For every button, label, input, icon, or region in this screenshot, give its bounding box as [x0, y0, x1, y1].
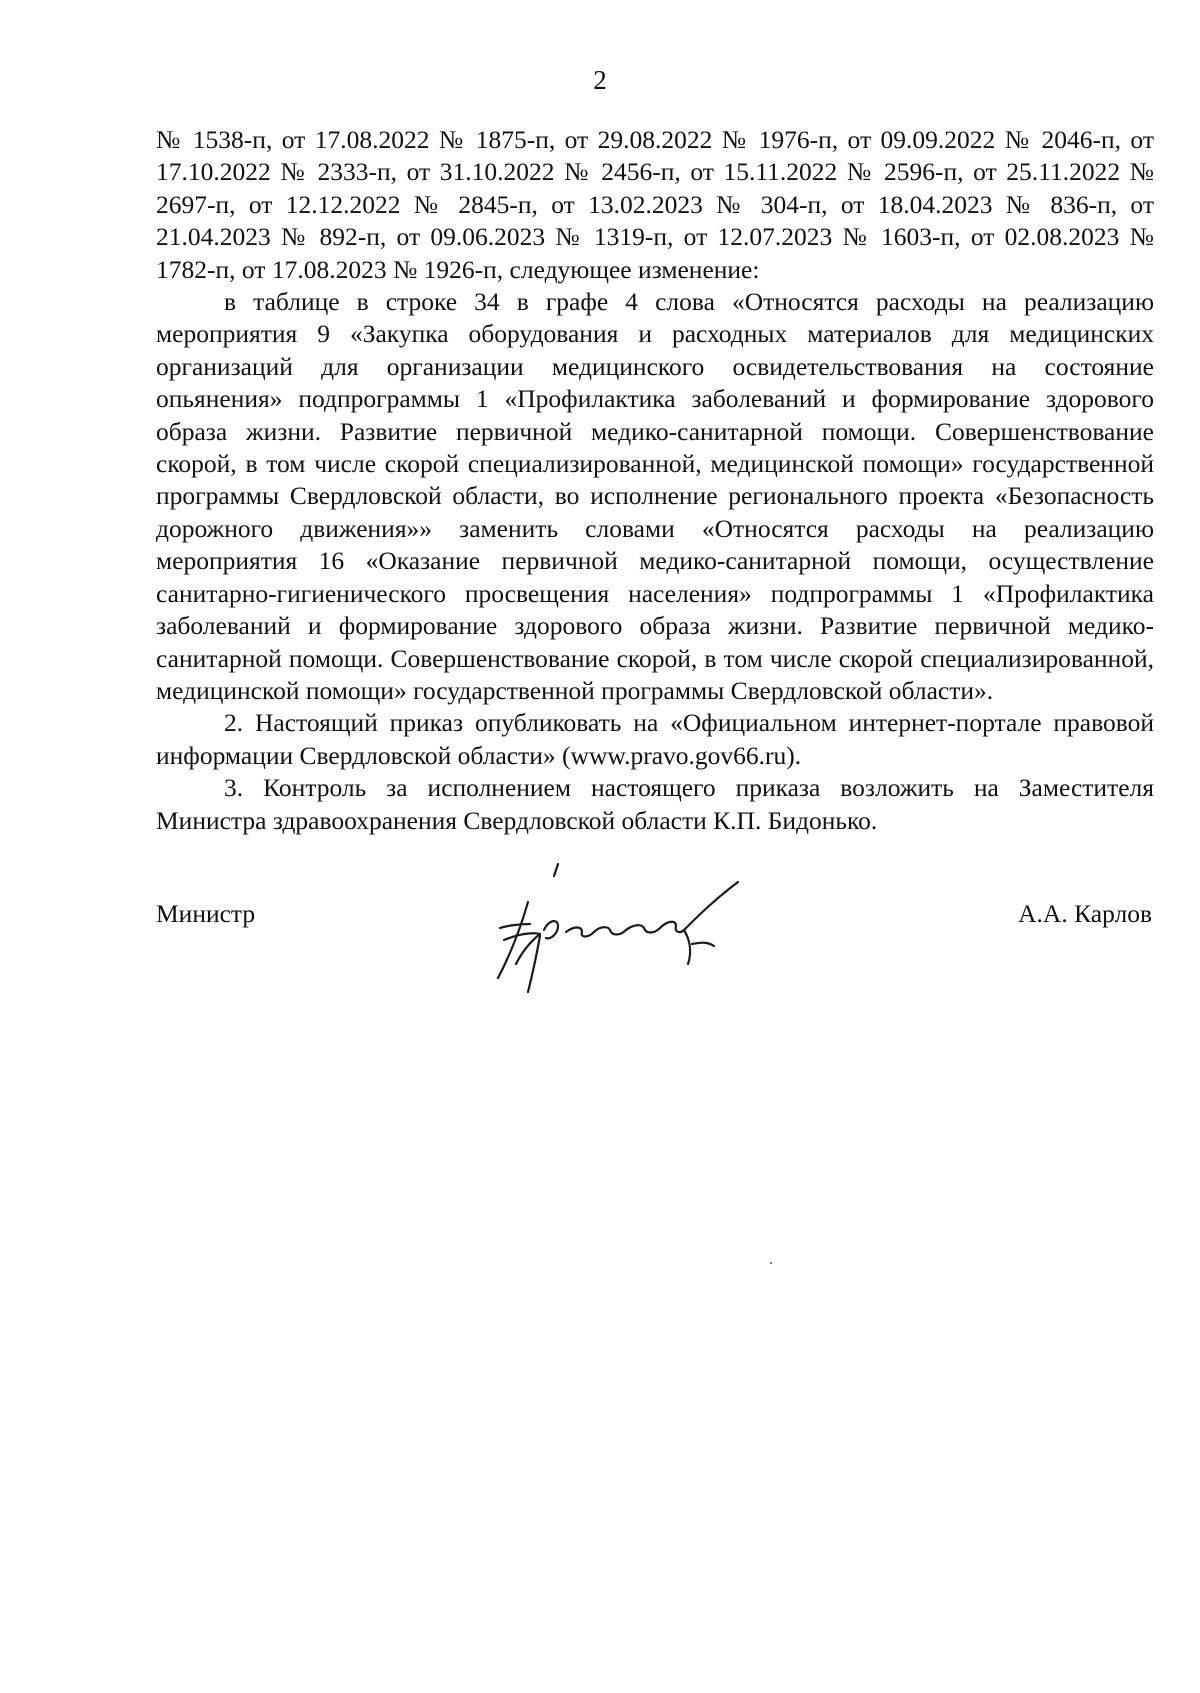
signatory-title: Министр	[156, 899, 256, 928]
document-body	[156, 124, 1154, 837]
scan-speck	[770, 1262, 772, 1264]
page-number: 2	[593, 65, 607, 95]
paragraph-table-change: в таблице в строке 34 в графе 4 слова «Относятся расходы на реализацию мероприятия 9 «Закупка оборудования и расходных материалов для медицинских организаций для организации медицинского освидетельствования на состояние опьянения» подпрограммы 1 «Профилактика заболеваний и формирование здорового образа жизни. Развитие первичной медико-санитарной помощи. Совершенствование скорой, в том числе скорой специализированной, медицинской помощи» государственной программы Свердловской области, во исполнение регионального проекта «Безопасность дорожного движения»» заменить словами «Относятся расходы на реализацию мероприятия 16 «Оказание первичной медико-санитарной помощи, осуществление санитарно-гигиенического просвещения населения» подпрограммы 1 «Профилактика заболеваний и формирование здорового образа жизни. Развитие первичной медико-санитарной помощи. Совершенствование скорой, в том числе скорой специализированной, медицинской помощи» государственной программы Свердловской области».	[156, 287, 1154, 705]
paragraph-amendment-list: № 1538-п, от 17.08.2022 № 1875-п, от 29.08.2022 № 1976-п, от 09.09.2022 № 2046-п, от 17.10.2022 № 2333-п, от 31.10.2022 № 2456-п, от 15.11.2022 № 2596-п, от 25.11.2022 № 2697-п, от 12.12.2022 № 2845-п, от 13.02.2023 № 304-п, от 18.04.2023 № 836-п, от 21.04.2023 № 892-п, от 09.06.2023 № 1319-п, от 12.07.2023 № 1603-п, от 02.08.2023 № 1782-п, от 17.08.2023 № 1926-п, следующее изменение:	[156, 125, 1154, 284]
paragraph-control: 3. Контроль за исполнением настоящего приказа возложить на Заместителя Министра здравоохранения Свердловской области К.П. Бидонько.	[156, 773, 1154, 835]
signatory-name: А.А. Карлов	[1018, 899, 1152, 928]
handwritten-signature	[470, 860, 760, 1020]
paragraph-publication: 2. Настоящий приказ опубликовать на «Официальном интернет-портале правовой информации Свердловской области» (www.pravo.gov66.ru).	[156, 708, 1154, 770]
